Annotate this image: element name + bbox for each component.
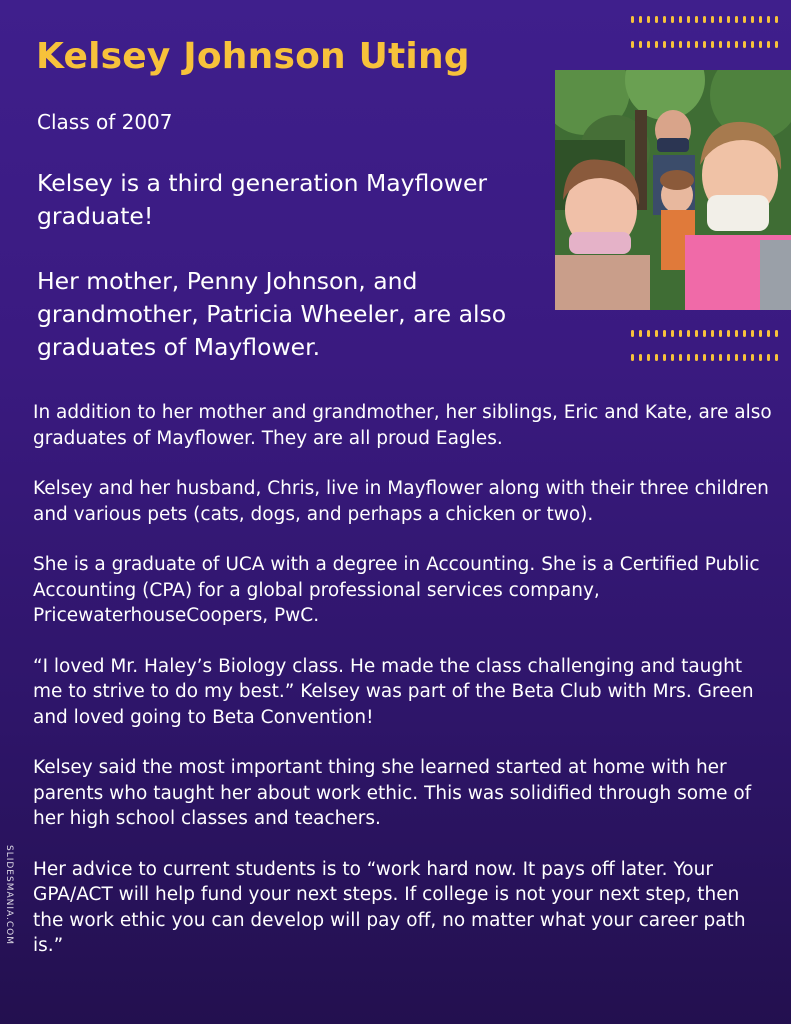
decorative-dot: [759, 41, 762, 48]
decorative-dot: [711, 41, 714, 48]
decorative-dot: [751, 330, 754, 337]
decorative-dot: [775, 16, 778, 23]
decorative-dot: [695, 16, 698, 23]
decorative-dot: [719, 354, 722, 361]
decorative-dot: [735, 16, 738, 23]
decorative-dot: [663, 16, 666, 23]
decorative-dot: [703, 16, 706, 23]
paragraph-career: She is a graduate of UCA with a degree in Accounting. She is a Certified Public Accounting (CPA) for a global professional services company, PricewaterhouseCoopers, PwC.: [33, 554, 760, 626]
decorative-dot: [767, 41, 770, 48]
decorative-dots-bottom-1: [631, 330, 791, 338]
watermark: SLIDESMANIA.COM: [4, 844, 14, 945]
intro-family-graduates: Her mother, Penny Johnson, and grandmother, Patricia Wheeler, are also graduates of Mayflower.: [37, 267, 507, 361]
decorative-dot: [727, 354, 730, 361]
decorative-dot: [679, 41, 682, 48]
decorative-dot: [767, 16, 770, 23]
decorative-dot: [775, 354, 778, 361]
decorative-dots-top-2: [631, 41, 791, 49]
decorative-dot: [695, 41, 698, 48]
decorative-dot: [759, 16, 762, 23]
decorative-dot: [751, 354, 754, 361]
decorative-dot: [759, 330, 762, 337]
decorative-dot: [687, 354, 690, 361]
decorative-dot: [759, 354, 762, 361]
decorative-dot: [719, 16, 722, 23]
decorative-dot: [671, 354, 674, 361]
family-photo: [555, 70, 791, 310]
decorative-dot: [663, 354, 666, 361]
intro-generation: Kelsey is a third generation Mayflower graduate!: [37, 169, 488, 230]
decorative-dot: [647, 41, 650, 48]
decorative-dot: [775, 41, 778, 48]
decorative-dot: [751, 41, 754, 48]
decorative-dot: [711, 16, 714, 23]
decorative-dots-bottom-2: [631, 354, 791, 362]
decorative-dot: [735, 330, 738, 337]
decorative-dot: [767, 354, 770, 361]
decorative-dot: [647, 16, 650, 23]
decorative-dot: [743, 16, 746, 23]
decorative-dot: [695, 330, 698, 337]
decorative-dot: [679, 330, 682, 337]
paragraph-siblings: In addition to her mother and grandmother, her siblings, Eric and Kate, are also graduates of Mayflower. They are all proud Eagles.: [33, 402, 772, 449]
page-title: Kelsey Johnson Uting: [36, 36, 470, 77]
decorative-dot: [695, 354, 698, 361]
decorative-dot: [703, 41, 706, 48]
decorative-dot: [719, 330, 722, 337]
decorative-dot: [663, 330, 666, 337]
decorative-dot: [671, 330, 674, 337]
decorative-dot: [647, 330, 650, 337]
paragraph-work-ethic: Kelsey said the most important thing she learned started at home with her parents who taught her about work ethic. This was solidified through some of her high school classes and teachers.: [33, 757, 752, 829]
decorative-dot: [727, 16, 730, 23]
class-year: Class of 2007: [37, 110, 173, 134]
decorative-dot: [655, 330, 658, 337]
decorative-dot: [687, 330, 690, 337]
decorative-dot: [735, 41, 738, 48]
decorative-dot: [703, 354, 706, 361]
decorative-dot: [743, 41, 746, 48]
decorative-dot: [703, 330, 706, 337]
decorative-dot: [687, 16, 690, 23]
decorative-dot: [679, 354, 682, 361]
decorative-dot: [743, 354, 746, 361]
decorative-dot: [671, 41, 674, 48]
paragraph-quote-biology: “I loved Mr. Haley’s Biology class. He made the class challenging and taught me to strive to do my best.” Kelsey was part of the Beta Club with Mrs. Green and loved going to Beta Convention!: [33, 655, 754, 728]
decorative-dot: [647, 354, 650, 361]
decorative-dot: [735, 354, 738, 361]
decorative-dot: [655, 354, 658, 361]
biography-body: [33, 400, 773, 984]
decorative-dot: [711, 354, 714, 361]
paragraph-family-life: Kelsey and her husband, Chris, live in Mayflower along with their three children and various pets (cats, dogs, and perhaps a chicken or two).: [33, 478, 769, 525]
decorative-dot: [727, 330, 730, 337]
decorative-dot: [631, 16, 634, 23]
decorative-dot: [679, 16, 682, 23]
decorative-dot: [767, 330, 770, 337]
decorative-dot: [711, 330, 714, 337]
decorative-dot: [727, 41, 730, 48]
decorative-dot: [631, 330, 634, 337]
decorative-dot: [663, 41, 666, 48]
decorative-dot: [743, 330, 746, 337]
decorative-dot: [751, 16, 754, 23]
decorative-dots-top-1: [631, 16, 791, 24]
decorative-dot: [719, 41, 722, 48]
decorative-dot: [655, 16, 658, 23]
decorative-dot: [639, 16, 642, 23]
decorative-dot: [639, 330, 642, 337]
decorative-dot: [775, 330, 778, 337]
paragraph-advice: Her advice to current students is to “work hard now. It pays off later. Your GPA/ACT will help fund your next steps. If college is not your next step, then the work ethic you can develop will pay off, no matter what your career path is.”: [33, 858, 746, 956]
decorative-dot: [687, 41, 690, 48]
decorative-dot: [639, 354, 642, 361]
decorative-dot: [671, 16, 674, 23]
decorative-dot: [655, 41, 658, 48]
decorative-dot: [639, 41, 642, 48]
decorative-dot: [631, 41, 634, 48]
decorative-dot: [631, 354, 634, 361]
